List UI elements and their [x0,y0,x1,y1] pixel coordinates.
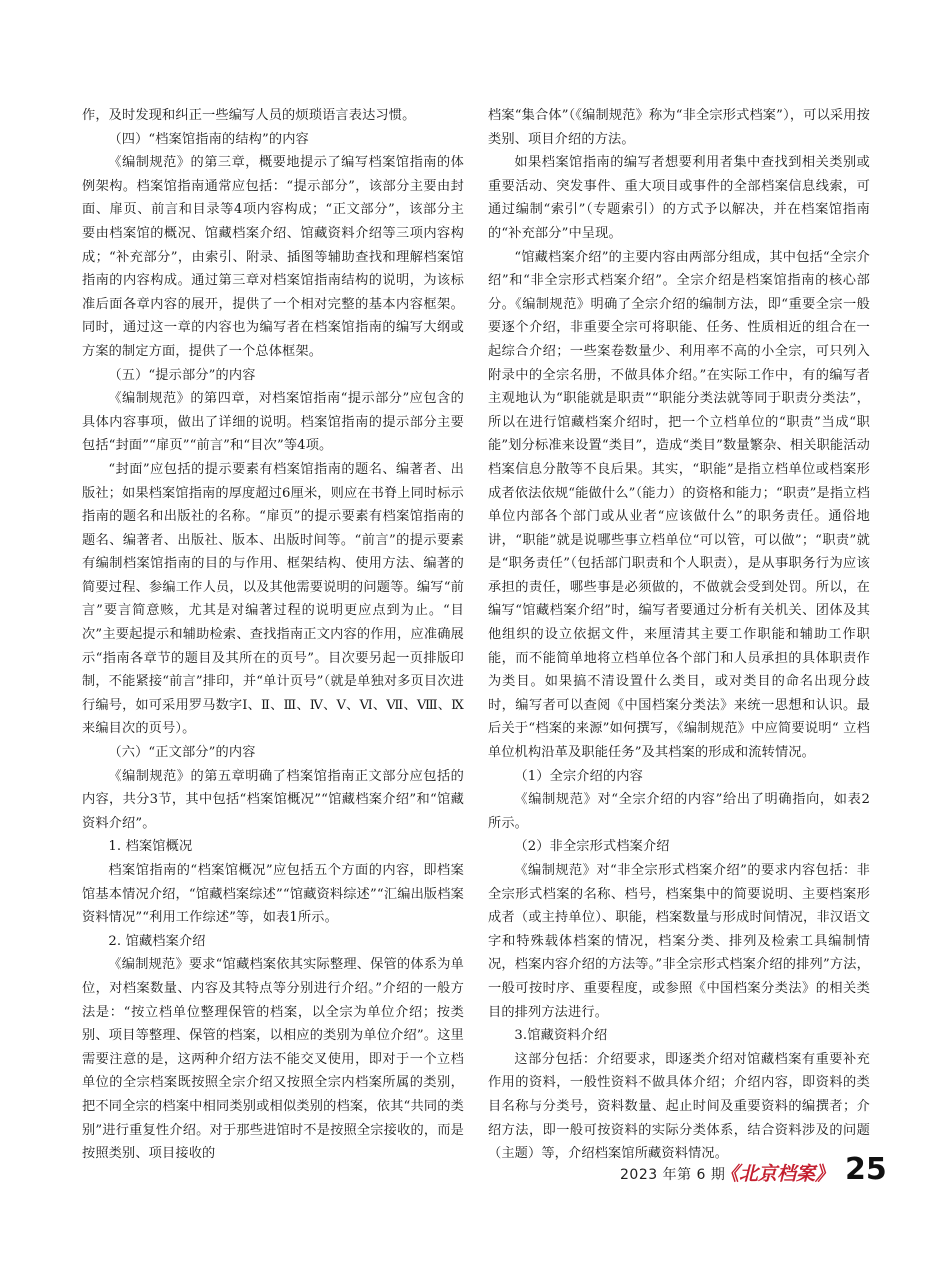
paragraph: 作，及时发现和纠正一些编写人员的烦琐语言表达习惯。 [82,108,416,123]
subsection-heading: 2. 馆藏档案介绍 [108,933,206,949]
right-column [488,104,870,1166]
paragraph: 档案馆指南的“档案馆概况”应包括五个方面的内容，即档案馆基本情况介绍，“馆藏档案综述”“馆藏资料综述”“汇编出版档案资料情况”“利用工作综述”等，如表1所示。 [82,863,464,926]
paragraph: “馆藏档案介绍”的主要内容由两部分组成，其中包括“全宗介绍”和“非全宗形式档案介绍”。全宗介绍是档案馆指南的核心部分。《编制规范》明确了全宗介绍的编制方法，即“重要全宗一般要逐个介绍，非重要全宗可将职能、任务、性质相近的组合在一起综合介绍；一些案卷数量少、利用率不高的小全宗，可只列入附录中的全宗名册，不做具体介绍。”在实际工作中，有的编写者主观地认为“职能就是职责”“职能分类法就等同于职责分类法”，所以在进行馆藏档案介绍时，把一个立档单位的“职责”当成“职能”划分标准来设置“类目”，造成“类目”数量繁杂、相关职能活动档案信息分散等不良后果。其实，“职能”是指立档单位或档案形成者依法依规“能做什么”（能力）的资格和能力；“职责”是指立档单位内部各个部门或从业者“应该做什么”的职务责任。通俗地讲，“职能”就是说哪些事立档单位“可以管，可以做”；“职责”就是“职务责任”（包括部门职责和个人职责），是从事职务行为应该承担的责任，哪些事是必须做的，不做就会受到处罚。所以，在编写“馆藏档案介绍”时，编写者要通过分析有关机关、团体及其他组织的设立依据文件，来厘清其主要工作职能和辅助工作职能，而不能简单地将立档单位各个部门和人员承担的具体职责作为类目。如果搞不清设置什么类目，或对类目的命名出现分歧时，编写者可以查阅《中国档案分类法》来统一思想和认识。最后关于“档案的来源”如何撰写，《编制规范》中应简要说明“ 立档单位机构沿革及职能任务”及其档案的形成和流转情况。 [488,249,870,761]
issue-label: 2023 年第 6 期 [620,1167,726,1183]
section-heading: （四）“档案馆指南的结构”的内容 [108,131,309,147]
paragraph: 《编制规范》的第五章明确了档案馆指南正文部分应包括的内容，共分3节，其中包括“档案馆概况”“馆藏档案介绍”和“馆藏资料介绍”。 [82,768,464,831]
page-footer [600,1150,900,1190]
paragraph: 如果档案馆指南的编写者想要利用者集中查找到相关类别或重要活动、突发事件、重大项目或事件的全部档案信息线索，可通过编制“索引”（专题索引）的方式予以解决，并在档案馆指南的“补充部分”中呈现。 [488,155,870,241]
paragraph: 《编制规范》的第四章，对档案馆指南“提示部分”应包含的具体内容事项，做出了详细的说明。档案馆指南的提示部分主要包括“封面”“扉页”“前言”和“目次”等4项。 [82,391,464,454]
paragraph: 《编制规范》对“全宗介绍的内容”给出了明确指向，如表2所示。 [488,792,870,831]
paragraph: 这部分包括：介绍要求，即逐类介绍对馆藏档案有重要补充作用的资料，一般性资料不做具体介绍；介绍内容，即资料的类目名称与分类号，资料数量、起止时间及重要资料的编撰者；介绍方法，即一般可按资料的实际分类体系，结合资料涉及的问题（主题）等，介绍档案馆所藏资料情况。 [488,1051,870,1162]
paragraph: 《编制规范》要求“馆藏档案依其实际整理、保管的体系为单位，对档案数量、内容及其特点等分别进行介绍。”介绍的一般方法是：“按立档单位整理保管的档案，以全宗为单位介绍；按类别、项目等整理、保管的档案，以相应的类别为单位介绍”。这里需要注意的是，这两种介绍方法不能交叉使用，即对于一个立档单位的全宗档案既按照全宗介绍又按照全宗内档案所属的类别，把不同全宗的档案中相同类别或相似类别的档案，依其“共同的类别”进行重复性介绍。对于那些进馆时不是按照全宗接收的，而是按照类别、项目接收的 [82,957,464,1162]
left-column [82,104,464,1166]
subsection-heading: 3.馆藏资料介绍 [514,1028,608,1044]
subsection-heading: 1. 档案馆概况 [108,839,193,855]
paragraph: 档案“集合体”（《编制规范》称为“非全宗形式档案”），可以采用按类别、项目介绍的方法。 [488,108,870,147]
section-heading: （五）“提示部分”的内容 [108,367,256,383]
page-number: 25 [845,1152,887,1187]
paragraph: 《编制规范》对“非全宗形式档案介绍”的要求内容包括：非全宗形式档案的名称、档号，档案集中的简要说明、主要档案形成者（或主持单位）、职能，档案数量与形成时间情况，非汉语文字和特殊载体档案的情况，档案分类、排列及检索工具编制情况，档案内容介绍的方法等。”非全宗形式档案介绍的排列”方法，一般可按时序、重要程度，或参照《中国档案分类法》的相关类目的排列方法进行。 [488,863,870,1020]
paragraph: “封面”应包括的提示要素有档案馆指南的题名、编著者、出版社；如果档案馆指南的厚度超过6厘米，则应在书脊上同时标示指南的题名和出版社的名称。“扉页”的提示要素有档案馆指南的题名、编著者、出版社、版本、出版时间等。“前言”的提示要素有编制档案馆指南的目的与作用、框架结构、使用方法、编著的简要过程、参编工作人员，以及其他需要说明的问题等。编写“前言”要言简意赅，尤其是对编著过程的说明更应点到为止。“目次”主要起提示和辅助检索、查找指南正文内容的作用，应准确展示“指南各章节的题目及其所在的页号”。目次要另起一页排版印制，不能紧接“前言”排印，并“单计页号”（就是单独对多页目次进行编号，如可采用罗马数字Ⅰ、Ⅱ、Ⅲ、Ⅳ、Ⅴ、Ⅵ、Ⅶ、Ⅷ、Ⅸ来编目次的页号）。 [82,461,464,737]
journal-title: 《北京档案》 [720,1163,835,1185]
subsection-heading: （2）非全宗形式档案介绍 [514,839,670,855]
subsection-heading: （1）全宗介绍的内容 [514,768,643,784]
section-heading: （六）“正文部分”的内容 [108,745,256,761]
paragraph: 《编制规范》的第三章，概要地提示了编写档案馆指南的体例架构。档案馆指南通常应包括：“提示部分”，该部分主要由封面、扉页、前言和目录等4项内容构成；“正文部分”，该部分主要由档案馆的概况、馆藏档案介绍、馆藏资料介绍等三项内容构成；“补充部分”，由索引、附录、插图等辅助查找和理解档案馆指南的内容构成。通过第三章对档案馆指南结构的说明，为该标准后面各章内容的展开，提供了一个相对完整的基本内容框架。同时，通过这一章的内容也为编写者在档案馆指南的编写大纲或方案的制定方面，提供了一个总体框架。 [82,155,464,359]
